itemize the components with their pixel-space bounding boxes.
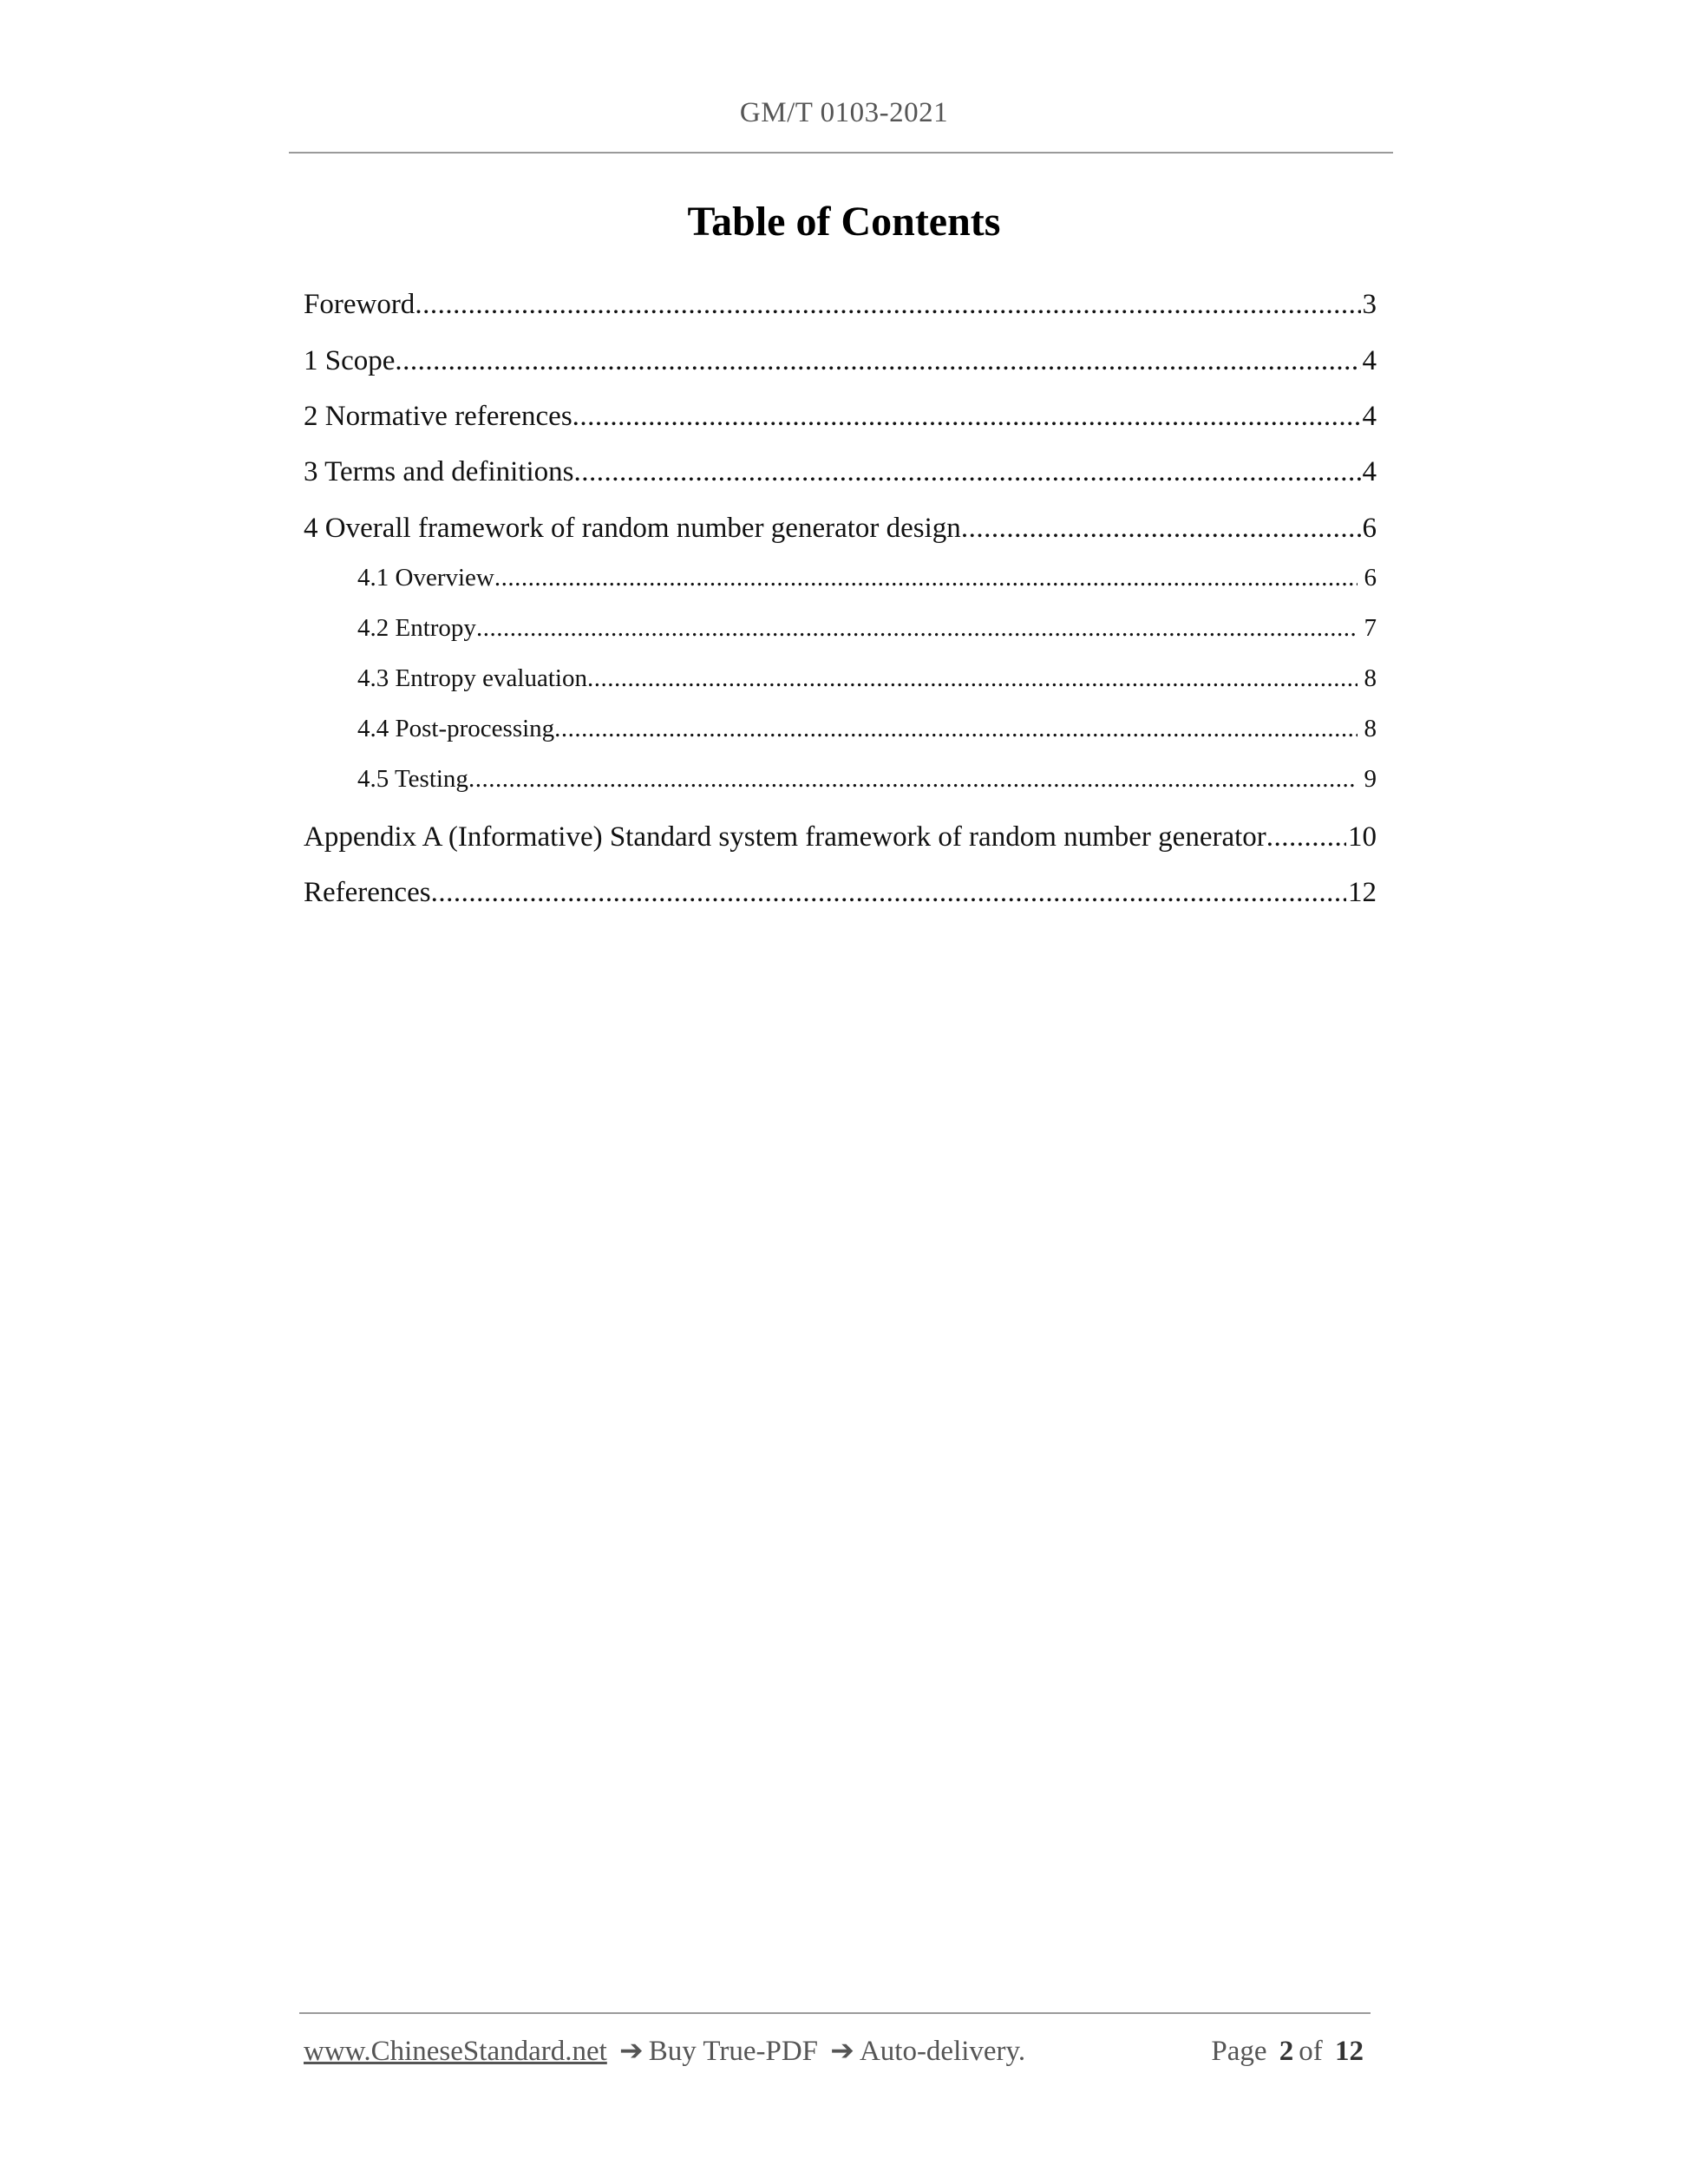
toc-entry-page: 6 (1364, 564, 1377, 592)
toc-entry-post-processing[interactable] (357, 711, 1377, 746)
toc-entry-page: 8 (1364, 664, 1377, 692)
toc-entry-page: 7 (1364, 614, 1377, 642)
toc-entry-normative-references[interactable] (304, 396, 1377, 436)
toc-entry-terms-and-definitions[interactable] (304, 452, 1377, 492)
toc-entry-page: 6 (1362, 513, 1377, 544)
toc-title: Table of Contents (687, 199, 1001, 245)
dot-leader (494, 560, 1358, 595)
dot-leader (587, 661, 1358, 696)
toc-entry-label: References (304, 877, 431, 908)
toc-entry-label: 4.2 Entropy (357, 614, 476, 642)
footer-promo (304, 2033, 1025, 2068)
toc-entry-label: 4 Overall framework of random number generator design (304, 513, 961, 544)
dot-leader (431, 873, 1346, 912)
toc-entry-page: 12 (1348, 877, 1377, 908)
dot-leader (476, 611, 1358, 645)
arrow-right-icon: ➔ (619, 2036, 644, 2067)
arrow-right-icon: ➔ (830, 2036, 854, 2067)
page-word: Page (1211, 2036, 1267, 2067)
toc-entry-foreword[interactable] (304, 284, 1377, 324)
buy-true-pdf-text: Buy True-PDF (648, 2036, 819, 2067)
toc-entry-references[interactable] (304, 873, 1377, 912)
page-indicator (1211, 2036, 1369, 2068)
toc-entry-scope[interactable] (304, 341, 1377, 381)
toc-entry-label: 4.1 Overview (357, 564, 494, 592)
toc-entry-entropy-evaluation[interactable] (357, 661, 1377, 696)
document-id-header: GM/T 0103-2021 (739, 97, 949, 128)
toc-entry-entropy[interactable] (357, 611, 1377, 645)
toc-entry-label: Appendix A (Informative) Standard system framework of random number generator (304, 821, 1266, 853)
toc-entry-page: 4 (1362, 456, 1377, 487)
dot-leader (573, 452, 1360, 492)
toc-entry-page: 8 (1364, 715, 1377, 742)
toc-entry-label: 3 Terms and definitions (304, 456, 574, 487)
toc-entry-testing[interactable] (357, 762, 1377, 796)
toc-entry-page: 9 (1364, 765, 1377, 793)
chinesestandard-link[interactable]: www.ChineseStandard.net (304, 2036, 607, 2067)
current-page-number: 2 (1279, 2036, 1294, 2067)
toc-entry-overall-framework[interactable] (304, 508, 1377, 548)
dot-leader (572, 396, 1361, 436)
dot-leader (468, 762, 1358, 796)
dot-leader (961, 508, 1361, 548)
dot-leader (1266, 817, 1346, 857)
toc-entry-page: 4 (1362, 345, 1377, 376)
toc-entry-label: 2 Normative references (304, 401, 572, 432)
total-page-count: 12 (1335, 2036, 1364, 2067)
dot-leader (395, 341, 1360, 381)
toc-entry-label: 4.5 Testing (357, 765, 468, 793)
toc-entry-label: 4.3 Entropy evaluation (357, 664, 587, 692)
toc-entry-overview[interactable] (357, 560, 1377, 595)
toc-entry-page: 10 (1348, 821, 1377, 853)
dot-leader (554, 711, 1357, 746)
toc-entry-page: 3 (1362, 289, 1377, 320)
toc-entry-label: 4.4 Post-processing (357, 715, 555, 742)
page-footer (304, 2033, 1369, 2068)
dot-leader (415, 284, 1360, 324)
header-divider (289, 152, 1393, 154)
auto-delivery-text: Auto-delivery. (859, 2036, 1026, 2067)
of-word: of (1299, 2036, 1323, 2067)
footer-divider (299, 2012, 1371, 2014)
toc-entry-page: 4 (1362, 401, 1377, 432)
toc-entry-appendix-a[interactable] (304, 817, 1377, 857)
toc-entry-label: 1 Scope (304, 345, 396, 376)
toc-entry-label: Foreword (304, 289, 415, 320)
